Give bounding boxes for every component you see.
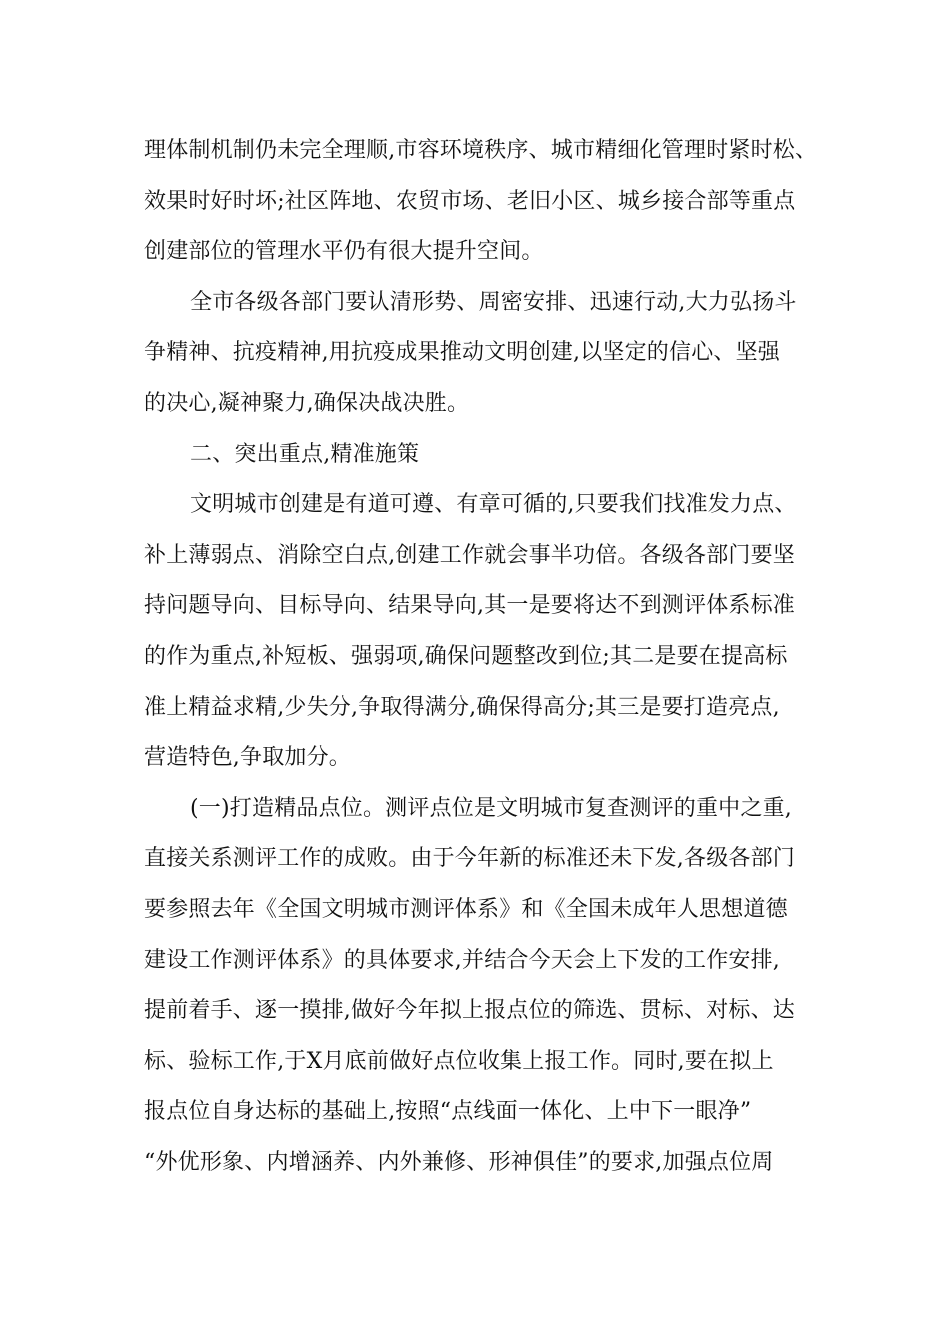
text-line: 创建部位的管理水平仍有很大提升空间。 xyxy=(144,239,544,265)
text-line: 提前着手、逐一摸排,做好今年拟上报点位的筛选、贯标、对标、达 xyxy=(144,998,795,1024)
paragraph-start-line: 全市各级各部门要认清形势、周密安排、迅速行动,大力弘扬斗 xyxy=(190,289,797,315)
document-body xyxy=(144,126,824,1188)
paragraph-start-line: 文明城市创建是有道可遵、有章可循的,只要我们找准发力点、 xyxy=(190,492,797,518)
text-line: 效果时好时坏;社区阵地、农贸市场、老旧小区、城乡接合部等重点 xyxy=(144,188,796,214)
text-line: 直接关系测评工作的成败。由于今年新的标准还未下发,各级各部门 xyxy=(144,846,795,872)
text-line: 的作为重点,补短板、强弱项,确保问题整改到位;其二是要在提高标 xyxy=(144,643,788,669)
text-line: 的决心,凝神聚力,确保决战决胜。 xyxy=(144,390,470,416)
text-line: 报点位自身达标的基础上,按照“点线面一体化、上中下一眼净” xyxy=(144,1099,752,1125)
section-heading: 二、突出重点,精准施策 xyxy=(190,441,420,467)
text-line: 营造特色,争取加分。 xyxy=(144,745,351,771)
text-line: 补上薄弱点、消除空白点,创建工作就会事半功倍。各级各部门要坚 xyxy=(144,542,795,568)
text-line: 建设工作测评体系》的具体要求,并结合今天会上下发的工作安排, xyxy=(144,947,780,973)
text-line: 准上精益求精,少失分,争取得满分,确保得高分;其三是要打造亮点, xyxy=(144,694,780,720)
text-line: 理体制机制仍未完全理顺,市容环境秩序、城市精细化管理时紧时松、 xyxy=(144,138,818,163)
text-line: 标、验标工作,于X月底前做好点位收集上报工作。同时,要在拟上 xyxy=(144,1048,774,1074)
text-line: “外优形象、内增涵养、内外兼修、形神俱佳”的要求,加强点位周 xyxy=(144,1149,774,1175)
text-line: 要参照去年《全国文明城市测评体系》和《全国未成年人思想道德 xyxy=(144,896,788,922)
paragraph-start-line: (一)打造精品点位。测评点位是文明城市复查测评的重中之重, xyxy=(190,795,792,821)
text-line: 持问题导向、目标导向、结果导向,其一是要将达不到测评体系标准 xyxy=(144,593,795,619)
text-line: 争精神、抗疫精神,用抗疫成果推动文明创建,以坚定的信心、坚强 xyxy=(144,340,780,366)
